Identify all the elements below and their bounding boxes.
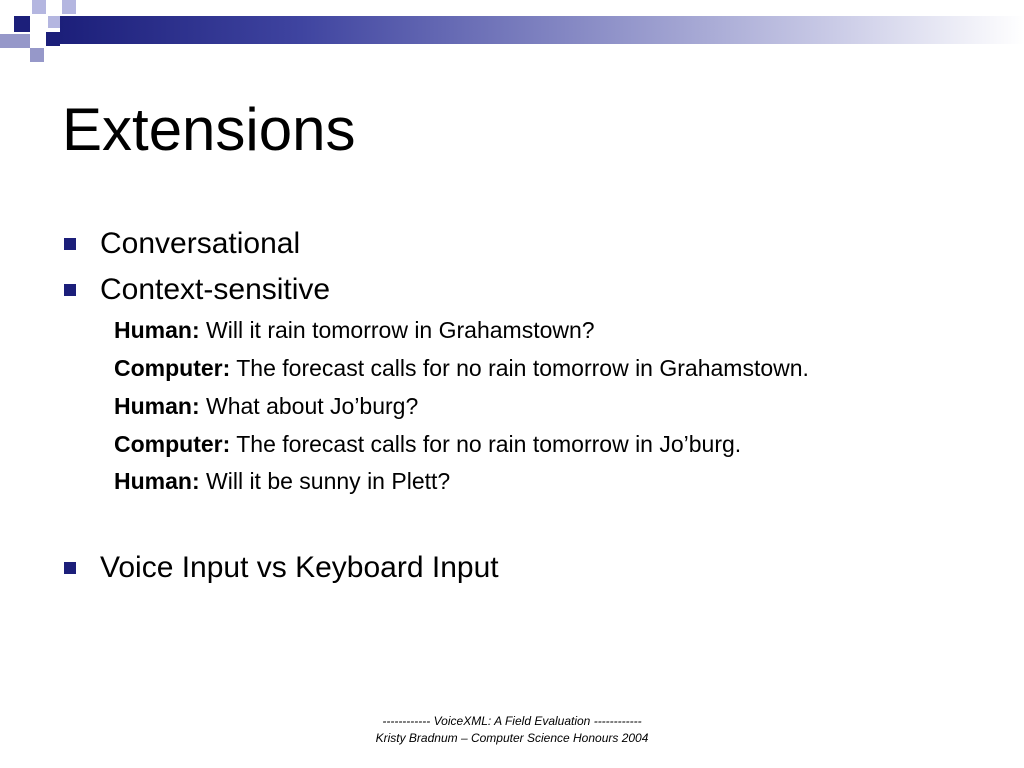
- dialogue-line: [114, 353, 809, 383]
- speaker-label: Computer:: [114, 355, 231, 381]
- square-bullet-icon: [64, 562, 76, 574]
- decor-square-navy: [46, 32, 60, 46]
- bullet-item: [64, 270, 330, 310]
- dialogue-line: [114, 429, 741, 459]
- bullet-item: [64, 548, 499, 588]
- utterance-text: The forecast calls for no rain tomorrow in Grahamstown.: [230, 355, 809, 381]
- footer-title-line: ------------ VoiceXML: A Field Evaluation ------------: [382, 714, 642, 728]
- utterance-text: Will it rain tomorrow in Grahamstown?: [199, 317, 595, 343]
- slide-title: Extensions: [62, 96, 356, 163]
- footer-author-line: Kristy Bradnum – Computer Science Honours 2004: [375, 731, 649, 745]
- decor-square-lavender: [0, 34, 14, 48]
- utterance-text: Will it be sunny in Plett?: [199, 468, 451, 494]
- decor-square-lavender: [48, 16, 60, 28]
- square-bullet-icon: [64, 284, 76, 296]
- slide-footer: [0, 713, 1024, 747]
- dialogue-line: [114, 315, 595, 345]
- header-gradient-bar: [60, 16, 1024, 44]
- bullet-item: [64, 224, 300, 264]
- decor-square-lavender: [14, 34, 30, 48]
- decor-square-lavender: [32, 0, 46, 14]
- speaker-label: Computer:: [114, 431, 231, 457]
- utterance-text: The forecast calls for no rain tomorrow in Jo’burg.: [230, 431, 742, 457]
- decor-square-lavender: [30, 48, 44, 62]
- decor-square-lavender: [62, 0, 76, 14]
- bullet-text: Conversational: [100, 227, 301, 260]
- square-bullet-icon: [64, 238, 76, 250]
- speaker-label: Human:: [114, 468, 200, 494]
- utterance-text: What about Jo’burg?: [199, 393, 419, 419]
- bullet-text: Context-sensitive: [100, 273, 331, 306]
- dialogue-line: [114, 466, 450, 496]
- dialogue-line: [114, 391, 418, 421]
- speaker-label: Human:: [114, 317, 200, 343]
- speaker-label: Human:: [114, 393, 200, 419]
- bullet-text: Voice Input vs Keyboard Input: [100, 551, 499, 584]
- decor-square-navy: [14, 16, 30, 32]
